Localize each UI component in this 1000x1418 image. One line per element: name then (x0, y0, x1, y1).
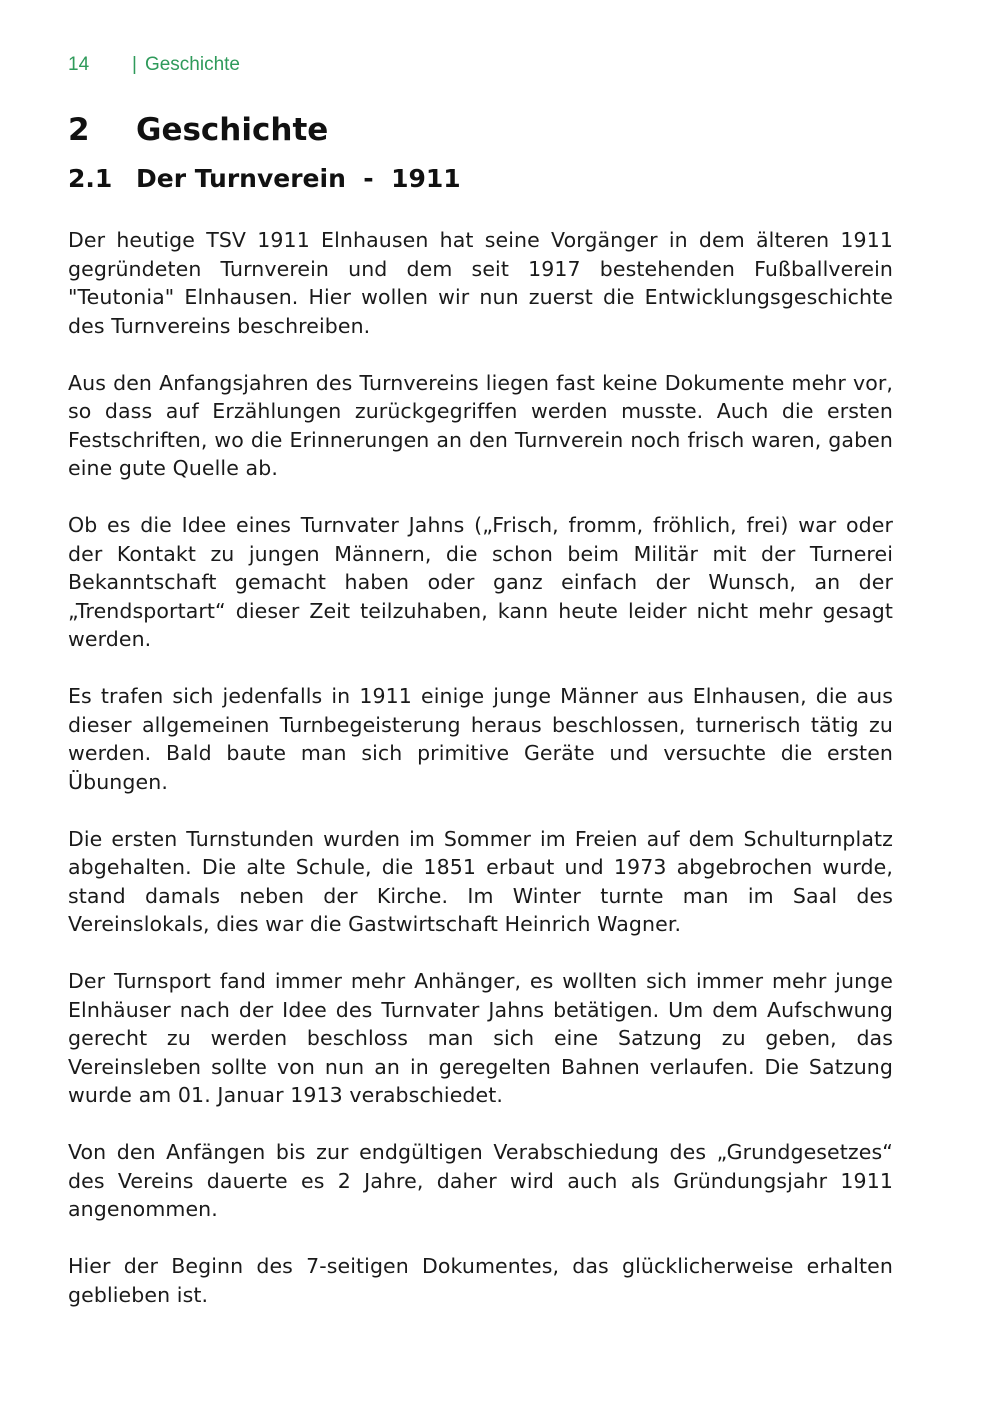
section-number: 2.1 (68, 164, 113, 193)
paragraph: Aus den Anfangsjahren des Turnvereins liegen fast keine Dokumente mehr vor, so dass auf Erzählungen zurückgegriffen werden musste. Auch die ersten Festschriften, wo die Erinnerungen an den Turnverein noch frisch waren, gaben eine gute Quelle ab. (68, 370, 893, 480)
section-heading (68, 164, 461, 193)
paragraph: Hier der Beginn des 7-seitigen Dokumentes, das glücklicherweise erhalten geblieben ist. (68, 1254, 893, 1307)
paragraph: Es trafen sich jedenfalls in 1911 einige junge Männer aus Elnhausen, die aus dieser allgemeinen Turnbegeisterung heraus beschlossen, turnerisch tätig zu werden. Bald baute man sich primitive Geräte und versuchte die ersten Übungen. (68, 684, 893, 794)
chapter-title: Geschichte (136, 112, 329, 148)
paragraph: Ob es die Idee eines Turnvater Jahns („Frisch, fromm, fröhlich, frei) war oder der Kontakt zu jungen Männern, die schon beim Militär mit der Turnerei Bekanntschaft gemacht haben oder ganz einfach der Wunsch, an der „Trendsportart“ dieser Zeit teilzuhaben, kann heute leider nicht mehr gesagt werden. (68, 513, 893, 651)
chapter-heading (68, 112, 328, 148)
header-separator: | (132, 54, 137, 75)
chapter-number: 2 (68, 112, 90, 148)
body-text (68, 226, 893, 1338)
paragraph: Der heutige TSV 1911 Elnhausen hat seine Vorgänger in dem älteren 1911 gegründeten Turnverein und dem seit 1917 bestehenden Fußballverein "Teutonia" Elnhausen. Hier wollen wir nun zuerst die Entwicklungsgeschichte des Turnvereins beschreiben. (68, 228, 893, 338)
paragraph: Die ersten Turnstunden wurden im Sommer im Freien auf dem Schulturnplatz abgehalten. Die alte Schule, die 1851 erbaut und 1973 abgebrochen wurde, stand damals neben der Kirche. Im Winter turnte man im Saal des Vereinslokals, dies war die Gastwirtschaft Heinrich Wagner. (68, 826, 893, 936)
section-title: Der Turnverein - 1911 (136, 164, 461, 193)
paragraph: Der Turnsport fand immer mehr Anhänger, es wollten sich immer mehr junge Elnhäuser nach der Idee des Turnvater Jahns betätigen. Um dem Aufschwung gerecht zu werden beschloss man sich eine Satzung zu geben, das Vereinsleben sollte von nun an in geregelten Bahnen verlaufen. Die Satzung wurde am 01. Januar 1913 verabschiedet. (68, 969, 893, 1107)
header-section-title: Geschichte (144, 54, 240, 75)
page-number: 14 (68, 54, 90, 75)
paragraph: Von den Anfängen bis zur endgültigen Verabschiedung des „Grundgesetzes“ des Vereins dauerte es 2 Jahre, daher wird auch als Gründungsjahr 1911 angenommen. (68, 1140, 893, 1221)
running-header (68, 54, 240, 76)
